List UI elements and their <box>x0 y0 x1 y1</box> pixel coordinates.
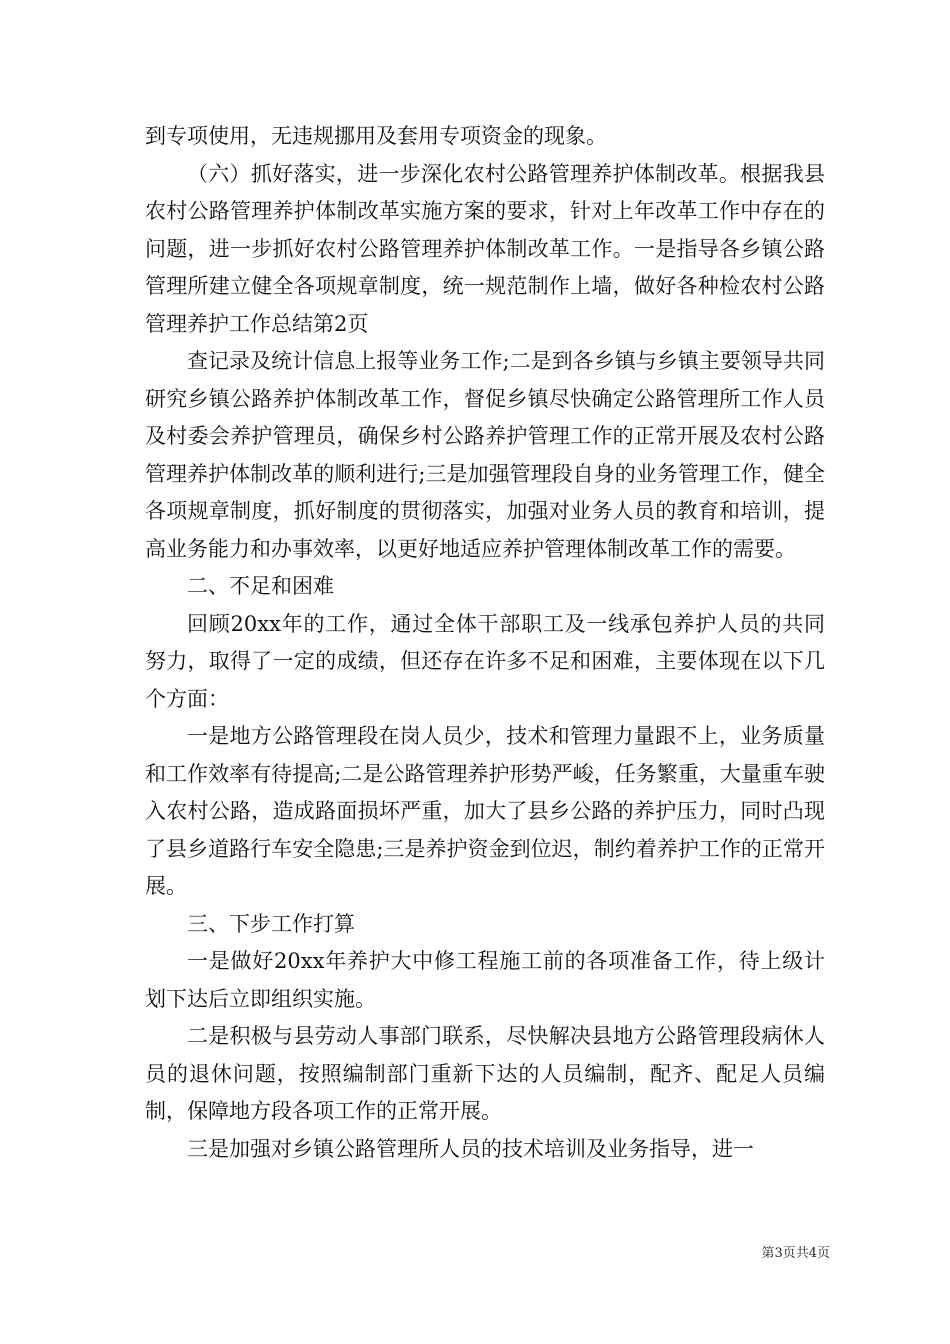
paragraph-7: 二是积极与县劳动人事部门联系，尽快解决县地方公路管理段病休人员的退休问题，按照编制部门重新下达的人员编制，配齐、配足人员编制，保障地方段各项工作的正常开展。 <box>145 1024 825 1123</box>
paragraph-1: 到专项使用，无违规挪用及套用专项资金的现象。 <box>145 124 607 148</box>
section-heading-shortcomings: 二、不足和困难 <box>187 574 334 598</box>
paragraph-2: （六）抓好落实，进一步深化农村公路管理养护体制改革。根据我县农村公路管理养护体制改革实施方案的要求，针对上年改革工作中存在的问题，进一步抓好农村公路管理养护体制改革工作。一是指导各乡镇公路管理所建立健全各项规章制度，统一规范制作上墙，做好各种检农村公路管理养护工作总结第2页 <box>145 161 825 336</box>
section-heading-next-steps: 三、下步工作打算 <box>187 911 355 936</box>
paragraph-6: 一是做好20xx年养护大中修工程施工前的各项准备工作，待上级计划下达后立即组织实施。 <box>145 949 825 1011</box>
paragraph-5: 一是地方公路管理段在岗人员少，技术和管理力量跟不上，业务质量和工作效率有待提高;二是公路管理养护形势严峻，任务繁重，大量重车驶入农村公路，造成路面损坏严重，加大了县乡公路的养护压力，同时凸现了县乡道路行车安全隐患;三是养护资金到位迟，制约着养护工作的正常开展。 <box>145 724 825 898</box>
paragraph-3: 查记录及统计信息上报等业务工作;二是到各乡镇与乡镇主要领导共同研究乡镇公路养护体制改革工作，督促乡镇尽快确定公路管理所工作人员及村委会养护管理员，确保乡村公路养护管理工作的正常开展及农村公路管理养护体制改革的顺利进行;三是加强管理段自身的业务管理工作，健全各项规章制度，抓好制度的贯彻落实，加强对业务人员的教育和培训，提高业务能力和办事效率，以更好地适应养护管理体制改革工作的需要。 <box>145 349 825 561</box>
page-number-footer: 第3页共4页 <box>761 1246 830 1261</box>
paragraph-8: 三是加强对乡镇公路管理所人员的技术培训及业务指导，进一 <box>187 1136 754 1161</box>
document-body <box>145 118 825 1168</box>
paragraph-4: 回顾20xx年的工作，通过全体干部职工及一线承包养护人员的共同努力，取得了一定的成绩，但还存在许多不足和困难，主要体现在以下几个方面： <box>145 611 825 711</box>
